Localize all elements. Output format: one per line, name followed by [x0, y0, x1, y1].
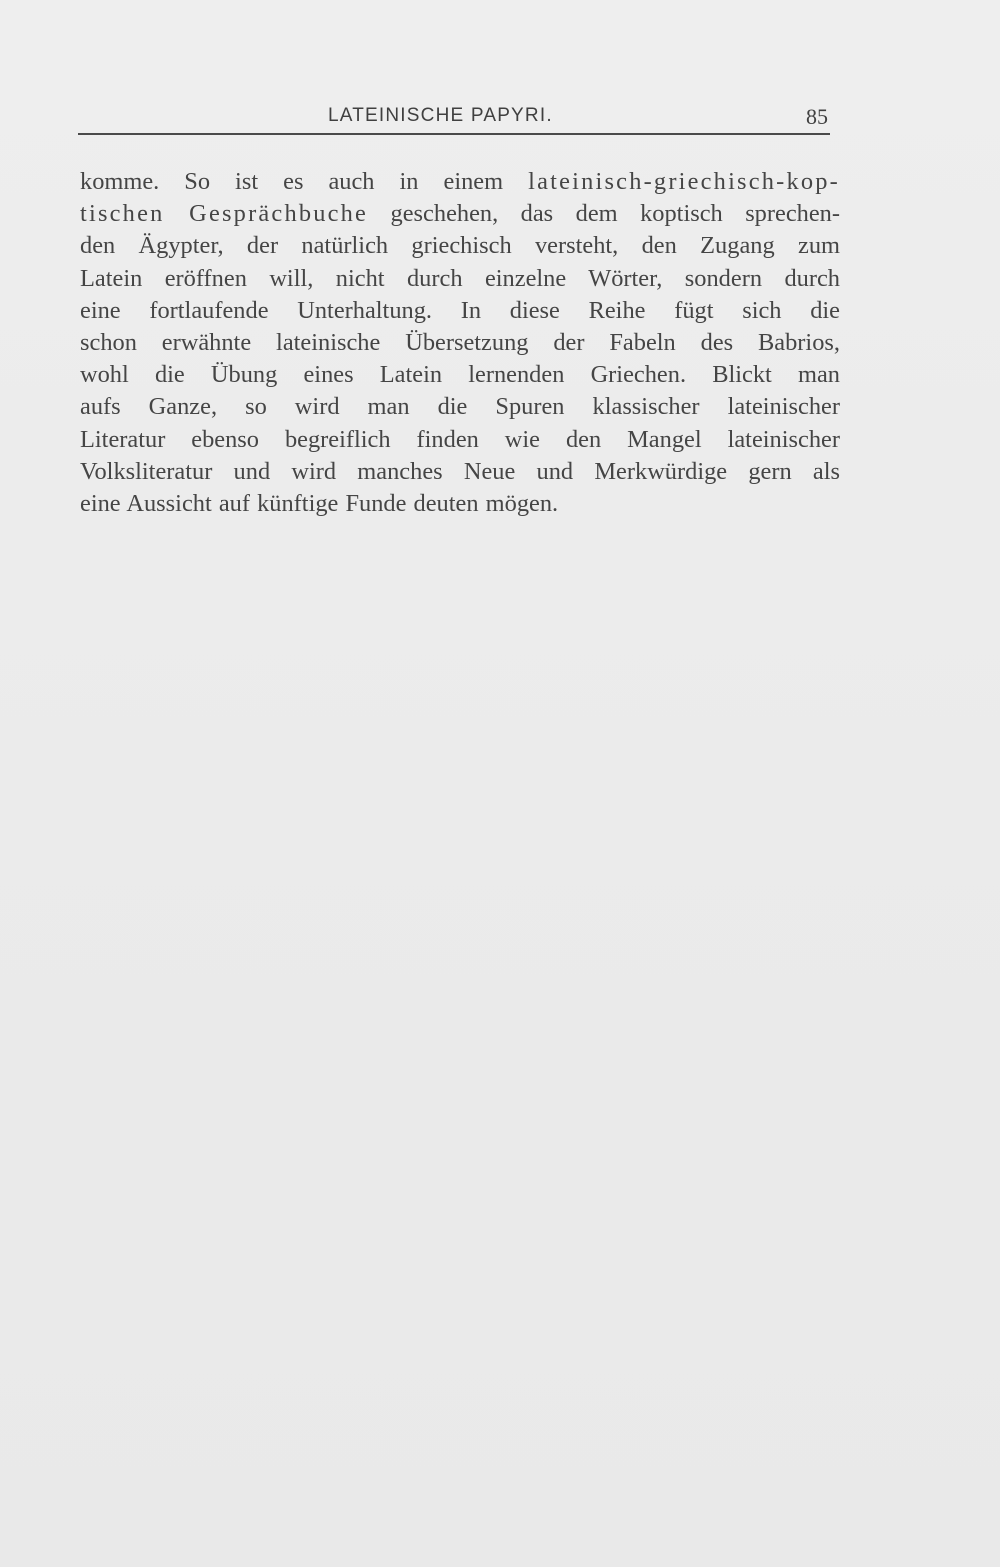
text-line: Latein eröffnen will, nicht durch einzelne Wörter, sondern durch	[80, 264, 840, 292]
text-line: schon erwähnte lateinische Übersetzung der Fabeln des Babrios,	[80, 329, 840, 357]
running-title: LATEINISCHE PAPYRI.	[328, 105, 553, 126]
spaced-title: tischen Gesprächbuche	[80, 200, 369, 228]
text-line: tischen Gesprächbuche geschehen, das dem koptisch sprechen-	[80, 200, 840, 228]
text-line: aufs Ganze, so wird man die Spuren klassischer lateinischer	[80, 393, 840, 421]
page-number: 85	[806, 104, 828, 129]
text-line: Volksliteratur und wird manches Neue und Merkwürdige gern als	[80, 457, 840, 485]
page-header	[78, 103, 830, 135]
text-line: Literatur ebenso begreiflich finden wie den Mangel lateinischer	[80, 425, 840, 453]
text-line: komme. So ist es auch in einem lateinisch-griechisch-kop-	[80, 168, 840, 195]
text-line: eine Aussicht auf künftige Funde deuten mögen.	[80, 490, 559, 518]
text-line: eine fortlaufende Unterhaltung. In diese Reihe fügt sich die	[80, 296, 840, 324]
text-line: wohl die Übung eines Latein lernenden Griechen. Blickt man	[80, 361, 840, 389]
body-paragraph	[80, 166, 840, 520]
text-line: den Ägypter, der natürlich griechisch versteht, den Zugang zum	[80, 232, 840, 260]
spaced-title: lateinisch-griechisch-kop-	[528, 168, 840, 195]
